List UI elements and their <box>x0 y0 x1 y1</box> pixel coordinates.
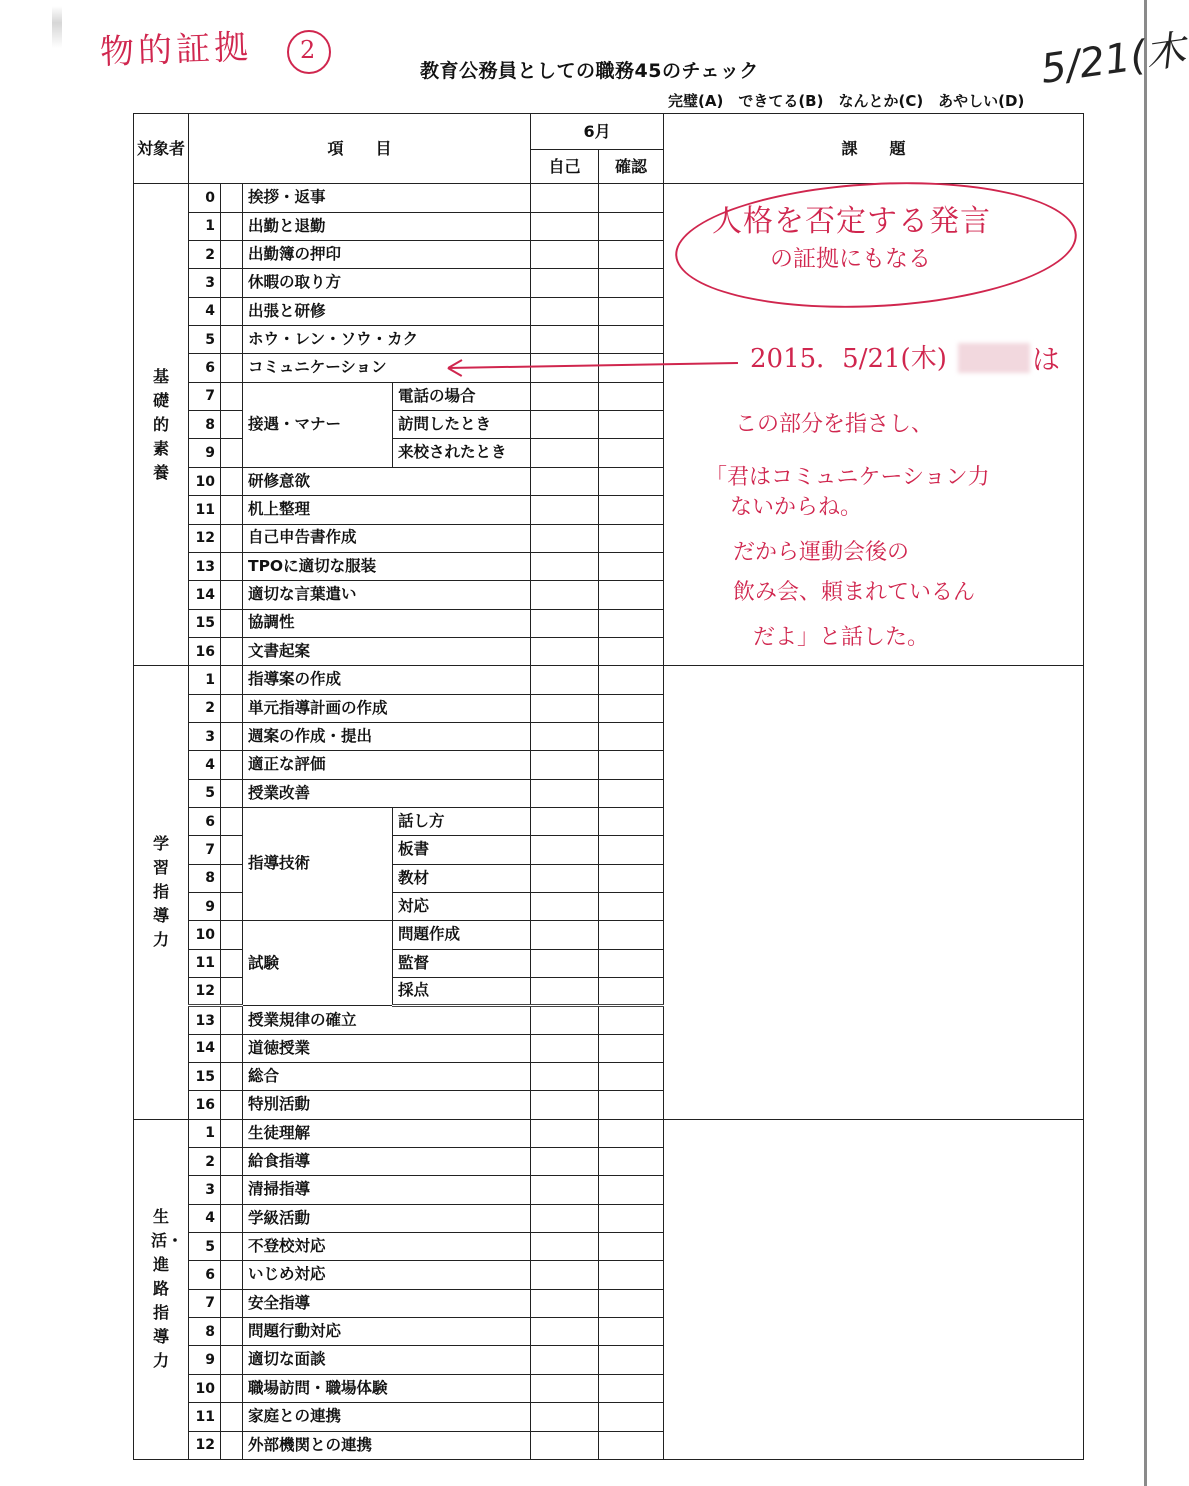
item-box <box>221 326 243 354</box>
confirm-rating-cell[interactable] <box>599 722 664 750</box>
item-box <box>221 1006 243 1034</box>
item-label: 道徳授業 <box>243 1034 531 1062</box>
item-box <box>221 184 243 212</box>
item-box <box>221 241 243 269</box>
item-box <box>221 921 243 949</box>
item-number: 13 <box>189 1006 221 1034</box>
self-rating-cell[interactable] <box>531 1261 599 1289</box>
item-label: 休暇の取り方 <box>243 269 531 297</box>
confirm-rating-cell[interactable] <box>599 212 664 240</box>
confirm-rating-cell[interactable] <box>599 779 664 807</box>
annotation-line: ないからね。 <box>730 495 863 520</box>
self-rating-cell[interactable] <box>531 864 599 892</box>
self-rating-cell[interactable] <box>531 439 599 467</box>
section-name: 学習指導力 <box>152 834 169 950</box>
section-label <box>134 1119 189 1459</box>
header-item: 項 目 <box>189 114 531 184</box>
item-box <box>221 637 243 665</box>
item-number: 12 <box>189 978 221 1006</box>
item-box <box>221 807 243 835</box>
item-box <box>221 751 243 779</box>
item-box <box>221 354 243 382</box>
item-number: 6 <box>189 807 221 835</box>
item-number: 3 <box>189 722 221 750</box>
item-box <box>221 1176 243 1204</box>
confirm-rating-cell[interactable] <box>599 1006 664 1034</box>
task-cell[interactable] <box>664 666 1084 1120</box>
confirm-rating-cell[interactable] <box>599 496 664 524</box>
item-box <box>221 1431 243 1459</box>
confirm-rating-cell[interactable] <box>599 978 664 1006</box>
item-number: 9 <box>189 892 221 920</box>
item-label: 週案の作成・提出 <box>243 722 531 750</box>
confirm-rating-cell[interactable] <box>599 1403 664 1431</box>
item-number: 1 <box>189 212 221 240</box>
self-rating-cell[interactable] <box>531 1346 599 1374</box>
self-rating-cell[interactable] <box>531 382 599 410</box>
item-label: 出張と研修 <box>243 297 531 325</box>
item-label: 特別活動 <box>243 1091 531 1119</box>
item-box <box>221 1346 243 1374</box>
section-name: 生活・進路指導力 <box>151 1207 184 1371</box>
item-group-label: 接遇・マナー <box>243 382 393 467</box>
item-number: 1 <box>189 666 221 694</box>
confirm-rating-cell[interactable] <box>599 1318 664 1346</box>
item-number: 5 <box>189 326 221 354</box>
confirm-rating-cell[interactable] <box>599 326 664 354</box>
confirm-rating-cell[interactable] <box>599 382 664 410</box>
item-label: 指導案の作成 <box>243 666 531 694</box>
item-number: 14 <box>189 581 221 609</box>
item-number: 5 <box>189 1233 221 1261</box>
header-task: 課 題 <box>664 114 1084 184</box>
item-label: 家庭との連携 <box>243 1403 531 1431</box>
item-box <box>221 722 243 750</box>
page-title: 教育公務員としての職務45のチェック <box>420 60 759 82</box>
confirm-rating-cell[interactable] <box>599 354 664 382</box>
confirm-rating-cell[interactable] <box>599 1176 664 1204</box>
section-label <box>134 666 189 1120</box>
item-number: 10 <box>189 921 221 949</box>
item-label: 総合 <box>243 1063 531 1091</box>
confirm-rating-cell[interactable] <box>599 836 664 864</box>
item-sub-label: 採点 <box>393 978 531 1006</box>
item-box <box>221 836 243 864</box>
self-rating-cell[interactable] <box>531 1148 599 1176</box>
section-label <box>134 184 189 666</box>
confirm-rating-cell[interactable] <box>599 241 664 269</box>
scan-mark <box>52 6 62 48</box>
annotation-line: この部分を指さし、 <box>735 412 934 437</box>
confirm-rating-cell[interactable] <box>599 1261 664 1289</box>
item-box <box>221 1034 243 1062</box>
item-box <box>221 1063 243 1091</box>
table-row <box>134 1119 1084 1147</box>
item-box <box>221 297 243 325</box>
self-rating-cell[interactable] <box>531 1318 599 1346</box>
item-number: 15 <box>189 609 221 637</box>
confirm-rating-cell[interactable] <box>599 1148 664 1176</box>
item-number: 1 <box>189 1119 221 1147</box>
self-rating-cell[interactable] <box>531 1403 599 1431</box>
confirm-rating-cell[interactable] <box>599 1233 664 1261</box>
item-box <box>221 666 243 694</box>
item-number: 6 <box>189 354 221 382</box>
header-confirm: 確認 <box>599 150 664 184</box>
rating-legend: 完璧(A) できてる(B) なんとか(C) あやしい(D) <box>668 92 1025 110</box>
item-label: 適正な評価 <box>243 751 531 779</box>
item-number: 3 <box>189 1176 221 1204</box>
item-label: 適切な言葉遣い <box>243 581 531 609</box>
self-rating-cell[interactable] <box>531 637 599 665</box>
self-rating-cell[interactable] <box>531 1006 599 1034</box>
self-rating-cell[interactable] <box>531 978 599 1006</box>
item-box <box>221 694 243 722</box>
annotation-line: だよ」と話した。 <box>753 625 930 650</box>
item-box <box>221 411 243 439</box>
confirm-rating-cell[interactable] <box>599 439 664 467</box>
self-rating-cell[interactable] <box>531 411 599 439</box>
item-sub-label: 問題作成 <box>393 921 531 949</box>
confirm-rating-cell[interactable] <box>599 1374 664 1402</box>
item-label: 適切な面談 <box>243 1346 531 1374</box>
item-number: 14 <box>189 1034 221 1062</box>
confirm-rating-cell[interactable] <box>599 751 664 779</box>
item-box <box>221 439 243 467</box>
item-group-label: 試験 <box>243 921 393 1006</box>
item-box <box>221 1204 243 1232</box>
item-number: 11 <box>189 949 221 977</box>
item-box <box>221 864 243 892</box>
item-box <box>221 1289 243 1317</box>
self-rating-cell[interactable] <box>531 1233 599 1261</box>
checklist-table <box>133 113 1084 1460</box>
handwritten-date: 5/21(木 <box>1037 27 1189 93</box>
confirm-rating-cell[interactable] <box>599 1346 664 1374</box>
self-rating-cell[interactable] <box>531 1119 599 1147</box>
confirm-rating-cell[interactable] <box>599 1091 664 1119</box>
item-number: 10 <box>189 1374 221 1402</box>
item-box <box>221 552 243 580</box>
self-rating-cell[interactable] <box>531 1176 599 1204</box>
header-month: 6月 <box>531 114 664 150</box>
item-box <box>221 1318 243 1346</box>
item-box <box>221 467 243 495</box>
item-number: 4 <box>189 751 221 779</box>
stamp-number: 2 <box>300 36 316 64</box>
confirm-rating-cell[interactable] <box>599 269 664 297</box>
annotation-line: 「君はコミュニケーション力 <box>705 465 990 490</box>
item-box <box>221 524 243 552</box>
item-label: 安全指導 <box>243 1289 531 1317</box>
item-label: コミュニケーション <box>243 354 531 382</box>
confirm-rating-cell[interactable] <box>599 411 664 439</box>
confirm-rating-cell[interactable] <box>599 637 664 665</box>
item-box <box>221 1403 243 1431</box>
item-label: 出勤簿の押印 <box>243 241 531 269</box>
scan-border <box>1144 0 1147 1486</box>
stamp-number-circle <box>287 30 331 74</box>
confirm-rating-cell[interactable] <box>599 467 664 495</box>
item-box <box>221 609 243 637</box>
item-number: 12 <box>189 524 221 552</box>
item-sub-label: 電話の場合 <box>393 382 531 410</box>
header-target: 対象者 <box>134 114 189 184</box>
self-rating-cell[interactable] <box>531 779 599 807</box>
item-box <box>221 1374 243 1402</box>
item-label: 給食指導 <box>243 1148 531 1176</box>
item-number: 8 <box>189 411 221 439</box>
item-number: 16 <box>189 1091 221 1119</box>
item-sub-label: 板書 <box>393 836 531 864</box>
item-number: 13 <box>189 552 221 580</box>
self-rating-cell[interactable] <box>531 1289 599 1317</box>
self-rating-cell[interactable] <box>531 184 599 212</box>
item-group-label: 指導技術 <box>243 807 393 920</box>
item-number: 2 <box>189 694 221 722</box>
item-sub-label: 話し方 <box>393 807 531 835</box>
confirm-rating-cell[interactable] <box>599 1063 664 1091</box>
self-rating-cell[interactable] <box>531 269 599 297</box>
item-number: 2 <box>189 241 221 269</box>
confirm-rating-cell[interactable] <box>599 949 664 977</box>
self-rating-cell[interactable] <box>531 666 599 694</box>
self-rating-cell[interactable] <box>531 326 599 354</box>
item-number: 4 <box>189 297 221 325</box>
self-rating-cell[interactable] <box>531 1431 599 1459</box>
confirm-rating-cell[interactable] <box>599 552 664 580</box>
self-rating-cell[interactable] <box>531 1034 599 1062</box>
item-box <box>221 892 243 920</box>
item-label: ホウ・レン・ソウ・カク <box>243 326 531 354</box>
annotation-line: 人格を否定する発言 <box>712 204 991 239</box>
confirm-rating-cell[interactable] <box>599 1431 664 1459</box>
item-label: TPOに適切な服装 <box>243 552 531 580</box>
self-rating-cell[interactable] <box>531 1374 599 1402</box>
item-box <box>221 1148 243 1176</box>
self-rating-cell[interactable] <box>531 467 599 495</box>
item-number: 8 <box>189 864 221 892</box>
item-box <box>221 382 243 410</box>
item-box <box>221 1091 243 1119</box>
item-number: 7 <box>189 836 221 864</box>
item-label: 単元指導計画の作成 <box>243 694 531 722</box>
confirm-rating-cell[interactable] <box>599 807 664 835</box>
self-rating-cell[interactable] <box>531 892 599 920</box>
item-label: 職場訪問・職場体験 <box>243 1374 531 1402</box>
confirm-rating-cell[interactable] <box>599 524 664 552</box>
annotation-date: 2015．5/21(木) <box>750 344 947 374</box>
self-rating-cell[interactable] <box>531 1063 599 1091</box>
confirm-rating-cell[interactable] <box>599 1034 664 1062</box>
annotation-particle: は <box>1032 343 1061 376</box>
item-number: 10 <box>189 467 221 495</box>
item-label: 協調性 <box>243 609 531 637</box>
confirm-rating-cell[interactable] <box>599 666 664 694</box>
self-rating-cell[interactable] <box>531 581 599 609</box>
item-box <box>221 779 243 807</box>
item-box <box>221 269 243 297</box>
self-rating-cell[interactable] <box>531 609 599 637</box>
redaction-blur <box>958 343 1030 373</box>
confirm-rating-cell[interactable] <box>599 297 664 325</box>
confirm-rating-cell[interactable] <box>599 184 664 212</box>
task-cell[interactable] <box>664 1119 1084 1459</box>
item-sub-label: 訪問したとき <box>393 411 531 439</box>
item-box <box>221 581 243 609</box>
confirm-rating-cell[interactable] <box>599 921 664 949</box>
self-rating-cell[interactable] <box>531 524 599 552</box>
self-rating-cell[interactable] <box>531 949 599 977</box>
item-label: 生徒理解 <box>243 1119 531 1147</box>
self-rating-cell[interactable] <box>531 921 599 949</box>
self-rating-cell[interactable] <box>531 836 599 864</box>
item-number: 15 <box>189 1063 221 1091</box>
item-number: 9 <box>189 1346 221 1374</box>
item-number: 2 <box>189 1148 221 1176</box>
item-label: 外部機関との連携 <box>243 1431 531 1459</box>
item-label: いじめ対応 <box>243 1261 531 1289</box>
self-rating-cell[interactable] <box>531 722 599 750</box>
item-label: 出勤と退勤 <box>243 212 531 240</box>
item-box <box>221 1233 243 1261</box>
self-rating-cell[interactable] <box>531 354 599 382</box>
self-rating-cell[interactable] <box>531 694 599 722</box>
item-number: 11 <box>189 1403 221 1431</box>
item-box <box>221 212 243 240</box>
item-number: 5 <box>189 779 221 807</box>
item-label: 清掃指導 <box>243 1176 531 1204</box>
item-number: 4 <box>189 1204 221 1232</box>
item-number: 6 <box>189 1261 221 1289</box>
item-sub-label: 対応 <box>393 892 531 920</box>
annotation-line: だから運動会後の <box>733 540 910 565</box>
item-number: 7 <box>189 382 221 410</box>
section-name: 基礎的素養 <box>152 366 169 482</box>
self-rating-cell[interactable] <box>531 212 599 240</box>
confirm-rating-cell[interactable] <box>599 864 664 892</box>
table-row <box>134 666 1084 694</box>
annotation-line: 飲み会、頼まれているん <box>733 580 976 605</box>
item-label: 研修意欲 <box>243 467 531 495</box>
item-label: 文書起案 <box>243 637 531 665</box>
item-number: 16 <box>189 637 221 665</box>
self-rating-cell[interactable] <box>531 1091 599 1119</box>
self-rating-cell[interactable] <box>531 552 599 580</box>
item-box <box>221 496 243 524</box>
item-box <box>221 1119 243 1147</box>
confirm-rating-cell[interactable] <box>599 1289 664 1317</box>
item-label: 問題行動対応 <box>243 1318 531 1346</box>
self-rating-cell[interactable] <box>531 241 599 269</box>
item-label: 挨拶・返事 <box>243 184 531 212</box>
confirm-rating-cell[interactable] <box>599 1204 664 1232</box>
confirm-rating-cell[interactable] <box>599 609 664 637</box>
evidence-stamp: 物的証拠 <box>99 27 253 73</box>
item-box <box>221 978 243 1006</box>
item-label: 授業規律の確立 <box>243 1006 531 1034</box>
self-rating-cell[interactable] <box>531 807 599 835</box>
item-label: 不登校対応 <box>243 1233 531 1261</box>
confirm-rating-cell[interactable] <box>599 581 664 609</box>
item-number: 7 <box>189 1289 221 1317</box>
confirm-rating-cell[interactable] <box>599 694 664 722</box>
item-label: 机上整理 <box>243 496 531 524</box>
item-box <box>221 949 243 977</box>
confirm-rating-cell[interactable] <box>599 1119 664 1147</box>
item-number: 11 <box>189 496 221 524</box>
header-self: 自己 <box>531 150 599 184</box>
self-rating-cell[interactable] <box>531 297 599 325</box>
annotation-line: の証拠にもなる <box>770 246 931 272</box>
item-number: 12 <box>189 1431 221 1459</box>
item-box <box>221 1261 243 1289</box>
confirm-rating-cell[interactable] <box>599 892 664 920</box>
self-rating-cell[interactable] <box>531 1204 599 1232</box>
item-label: 授業改善 <box>243 779 531 807</box>
item-sub-label: 来校されたとき <box>393 439 531 467</box>
item-number: 8 <box>189 1318 221 1346</box>
item-label: 学級活動 <box>243 1204 531 1232</box>
item-number: 9 <box>189 439 221 467</box>
item-sub-label: 教材 <box>393 864 531 892</box>
item-sub-label: 監督 <box>393 949 531 977</box>
item-number: 0 <box>189 184 221 212</box>
item-label: 自己申告書作成 <box>243 524 531 552</box>
self-rating-cell[interactable] <box>531 751 599 779</box>
item-number: 3 <box>189 269 221 297</box>
self-rating-cell[interactable] <box>531 496 599 524</box>
